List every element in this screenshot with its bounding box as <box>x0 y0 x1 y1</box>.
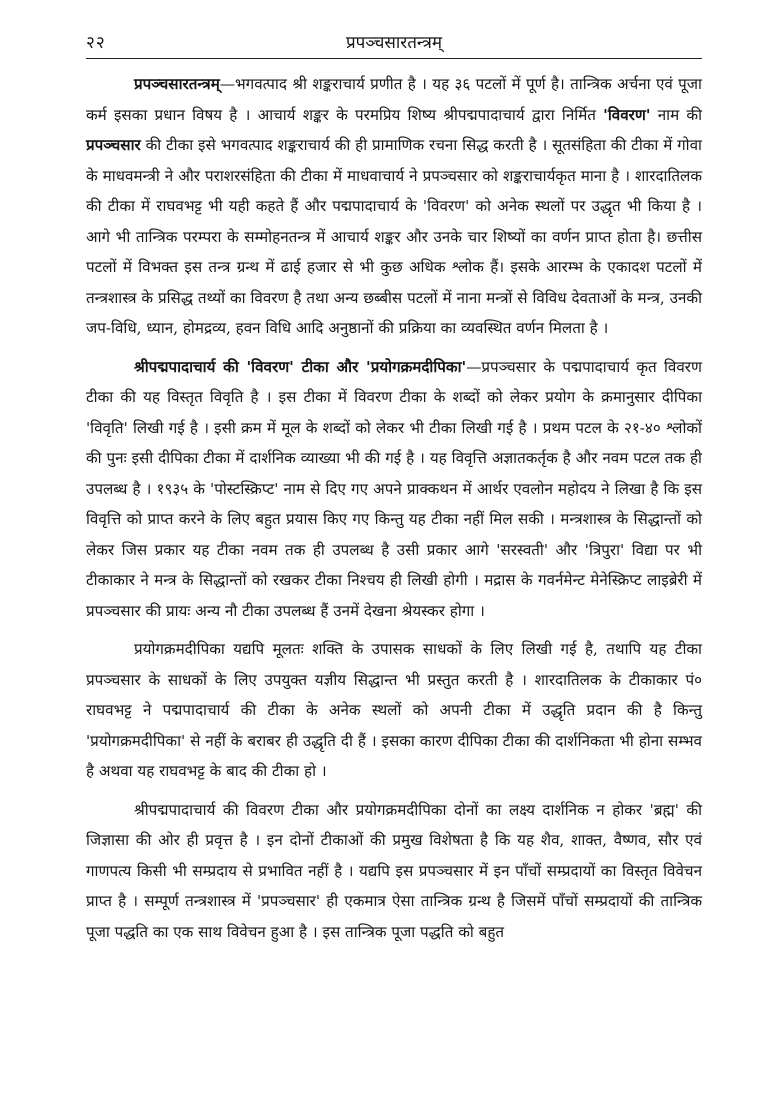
vivarana-term: 'विवरण' <box>603 105 651 124</box>
paragraph-text: —भगवत्पाद श्री शङ्कराचार्य प्रणीत है । यह ३६ पटलों में पूर्ण है। तान्त्रिक अर्चना एवं पूजा कर्म इसका प्रधान विषय है । आचार्य शङ्कर के परमप्रिय शिष्य श्रीपद्मपादाचार्य द्वारा निर्मित <box>86 75 702 124</box>
running-title: प्रपञ्चसारतन्त्रम् <box>345 33 443 53</box>
prapanchasara-term: प्रपञ्चसार <box>86 136 141 154</box>
heading-vivarana-dipika: श्रीपद्मपादाचार्य की 'विवरण' टीका और 'प्रयोगक्रमदीपिका' <box>134 357 467 376</box>
paragraph-prayogakrama: प्रयोगक्रमदीपिका यद्यपि मूलतः शक्ति के उपासक साधकों के लिए लिखी गई है, तथापि यह टीका प्रपञ्चसार के साधकों के लिए उपयुक्त यज्ञीय सिद्धान्त भी प्रस्तुत करती है । शारदातिलक के टीकाकार पं० राघवभट्ट ने पद्मपादाचार्य की टीका के अनेक स्थलों को अपनी टीका में उद्धृति प्रदान की है किन्तु 'प्रयोगक्रमदीपिका' से नहीं के बराबर ही उद्धृति दी हैं । इसका कारण दीपिका टीका की दार्शनिकता भी होना सम्भव है अथवा यह राघवभट्ट के बाद की टीका हो । <box>86 640 702 780</box>
page-header <box>86 28 702 54</box>
header-divider <box>86 58 702 59</box>
paragraph-text: —प्रपञ्चसार के पद्मपादाचार्य कृत विवरण टीका की यह विस्तृत विवृति है । इस टीका में विवरण टीका के शब्दों को लेकर प्रयोग के क्रमानुसार दीपिका 'विवृति' लिखी गई है । इसी क्रम में मूल के शब्दों को लेकर भी टीका लिखी गई है । प्रथम पटल के २१-४० श्लोकों की पुनः इसी दीपिका टीका में दार्शनिक व्याख्या भी की गई है । यह विवृत्ति अज्ञातकर्तृक है और नवम पटल तक ही उपलब्ध है । १९३५ के 'पोस्टस्क्रिप्ट' नाम से दिए गए अपने प्राक्कथन में आर्थर एवलोन महोदय ने लिखा है कि इस विवृत्ति को प्राप्त करने के लिए बहुत प्रयास किए गए किन्तु यह टीका नहीं मिल सकी । मन्त्रशास्त्र के सिद्धान्तों को लेकर जिस प्रकार यह टीका नवम तक ही उपलब्ध है उसी प्रकार आगे 'सरस्वती' और 'त्रिपुरा' विद्या पर भी टीकाकार ने मन्त्र के सिद्धान्तों को रखकर टीका निश्चय ही लिखी होगी । मद्रास के गवर्नमेन्ट मेनेस्क्रिप्ट लाइब्रेरी में प्रपञ्चसार की प्रायः अन्य नौ टीका उपलब्ध हैं उनमें देखना श्रेयस्कर होगा । <box>86 357 703 620</box>
heading-prapanchasara: प्रपञ्चसारतन्त्रम् <box>134 75 220 93</box>
paragraph-conclusion: श्रीपद्मपादाचार्य की विवरण टीका और प्रयोगक्रमदीपिका दोनों का लक्ष्य दार्शनिक न होकर 'ब्रह्म' की जिज्ञासा की ओर ही प्रवृत्त है । इन दोनों टीकाओं की प्रमुख विशेषता है कि यह शैव, शाक्त, वैष्णव, सौर एवं गाणपत्य किसी भी सम्प्रदाय से प्रभावित नहीं है । यद्यपि इस प्रपञ्चसार में इन पाँचों सम्प्रदायों का विस्तृत विवेचन प्राप्त है । सम्पूर्ण तन्त्रशास्त्र में 'प्रपञ्चसार' ही एकमात्र ऐसा तान्त्रिक ग्रन्थ है जिसमें पाँचों सम्प्रदायों की तान्त्रिक पूजा पद्धति का एक साथ विवेचन हुआ है । इस तान्त्रिक पूजा पद्धति को बहुत <box>86 800 702 941</box>
paragraph-text: की टीका इसे भगवत्पाद शङ्कराचार्य की ही प्रामाणिक रचना सिद्ध करती है । सूतसंहिता की टीका में गोवा के माधवमन्त्री ने और पराशरसंहिता की टीका में माधवाचार्य ने प्रपञ्चसार को शङ्कराचार्यकृत माना है । शारदातिलक की टीका में राघवभट्ट भी यही कहते हैं और पद्मपादाचार्य के 'विवरण' को अनेक स्थलों पर उद्धृत भी किया है । आगे भी तान्त्रिक परम्परा के सम्मोहनतन्त्र में आचार्य शङ्कर और उनके चार शिष्यों का वर्णन प्राप्त होता है। छत्तीस पटलों में विभक्त इस तन्त्र ग्रन्थ में ढाई हजार से भी कुछ अधिक श्लोक हैं। इसके आरम्भ के एकादश पटलों में तन्त्रशास्त्र के प्रसिद्ध तथ्यों का विवरण है तथा अन्य छब्बीस पटलों में नाना मन्त्रों से विविध देवताओं के मन्त्र, उनकी जप-विधि, ध्यान, होमद्रव्य, हवन विधि आदि अनुष्ठानों की प्रक्रिया का व्यवस्थित वर्णन मिलता है । <box>86 136 702 337</box>
paragraph-intro <box>86 69 702 344</box>
page-number: २२ <box>86 33 106 53</box>
paragraph-commentaries <box>86 352 702 627</box>
paragraph-text: नाम की <box>650 105 703 124</box>
